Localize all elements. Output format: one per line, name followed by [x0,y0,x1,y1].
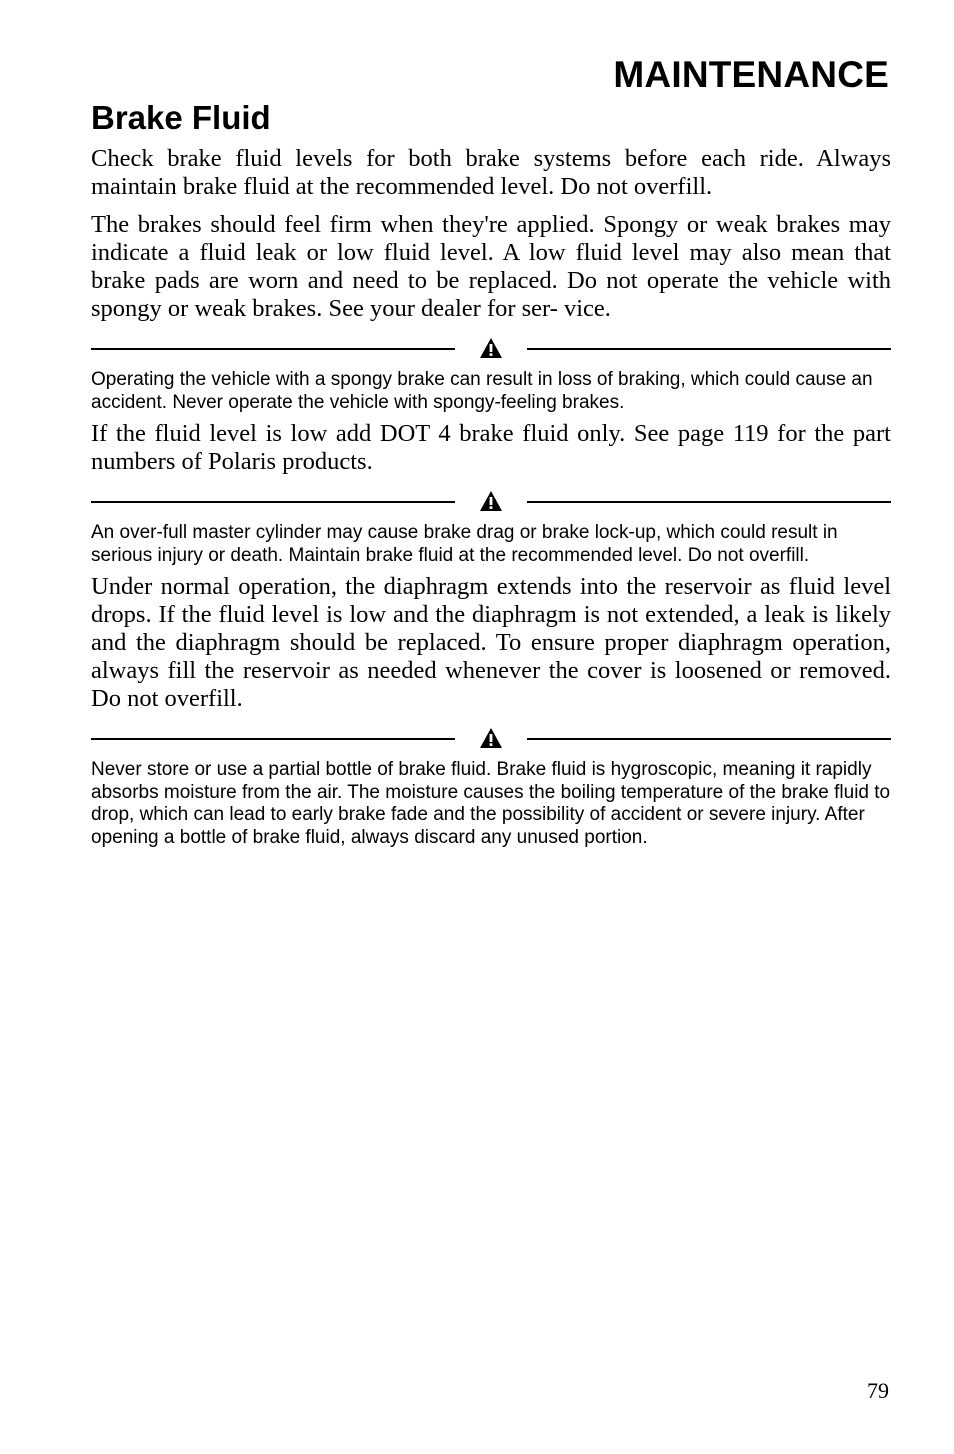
warning-triangle-icon [479,337,503,359]
manual-page [91,0,891,1454]
warning-text-partial-bottle: Never store or use a partial bottle of brake fluid. Brake fluid is hygroscopic, meaning it rapidly absorbs moisture from the air. The moisture causes the boiling temperature of the brake fluid to drop, which can lead to early brake fade and the possibility of accident or severe injury. After opening a bottle of brake fluid, always discard any unused portion. [91,759,891,848]
warning-text-overfull-cylinder: An over-full master cylinder may cause brake drag or brake lock-up, which could result in serious injury or death. Maintain brake fluid at the recommended level. Do not overfill. [91,522,838,566]
section-title: MAINTENANCE [613,54,889,95]
paragraph-spongy-brakes: The brakes should feel firm when they're applied. Spongy or weak brakes may indicate a fluid leak or low fluid level. A low fluid level may also mean that brake pads are worn and need to be replaced. Do not operate the vehicle with spongy or weak brakes. See your dealer for ser- vice. [91,211,891,322]
warning-divider [91,727,891,749]
warning-text-spongy-brake: Operating the vehicle with a spongy brake can result in loss of braking, which could cause an accident. Never operate the vehicle with spongy-feeling brakes. [91,369,873,413]
warning-divider [91,337,891,359]
warning-divider [91,490,891,512]
page-number: 79 [867,1378,889,1403]
divider-line [91,348,455,350]
divider-line [527,501,891,503]
paragraph-dot4-fluid: If the fluid level is low add DOT 4 brake fluid only. See page 119 for the part numbers of Polaris products. [91,420,891,475]
content-body [91,145,891,855]
warning-triangle-icon [479,490,503,512]
paragraph-check-levels: Check brake fluid levels for both brake systems before each ride. Always maintain brake fluid at the recommended level. Do not overfill. [91,145,891,200]
divider-line [91,738,455,740]
divider-line [527,348,891,350]
divider-line [527,738,891,740]
warning-triangle-icon [479,727,503,749]
page-heading: Brake Fluid [91,99,271,136]
paragraph-diaphragm: Under normal operation, the diaphragm extends into the reservoir as fluid level drops. If the fluid level is low and the diaphragm is not extended, a leak is likely and the diaphragm should be replaced. To ensure proper diaphragm operation, always fill the reservoir as needed whenever the cover is loosened or removed. Do not overfill. [91,573,891,712]
divider-line [91,501,455,503]
